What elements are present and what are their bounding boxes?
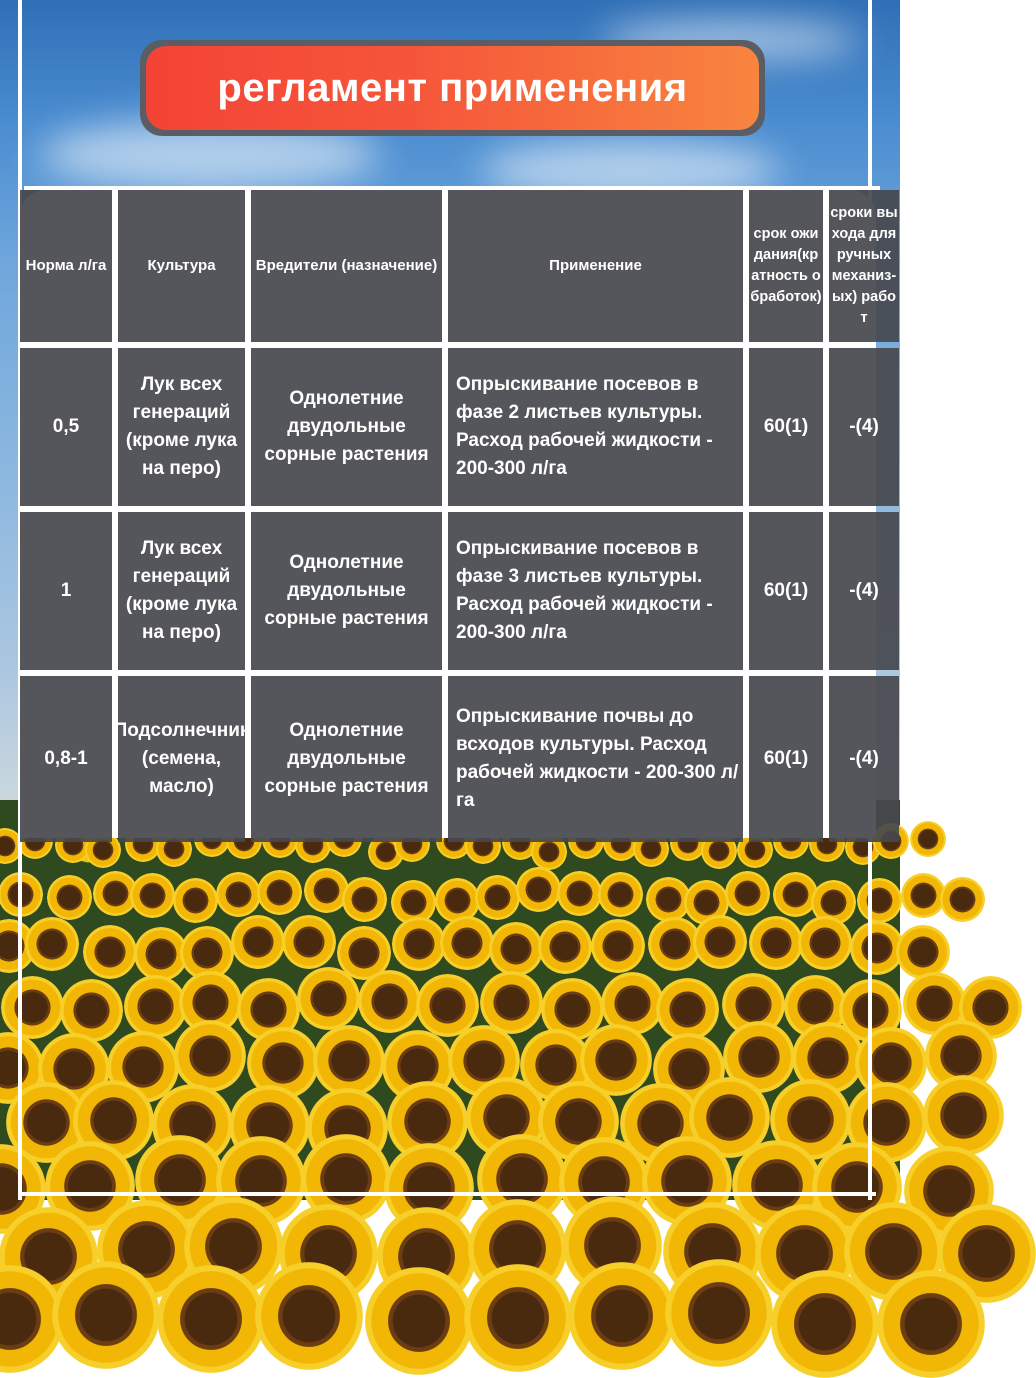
- sunflower: [538, 920, 592, 974]
- sunflower: [257, 870, 302, 915]
- sunflower: [365, 1267, 473, 1375]
- sunflower: [798, 916, 852, 970]
- sunflower: [516, 867, 561, 912]
- header-norm: Норма л/га: [20, 190, 112, 342]
- header-exit-period: сроки выхода для ручных механиз-ых) работ: [829, 190, 899, 342]
- sunflower: [598, 872, 643, 917]
- sunflower: [83, 925, 137, 979]
- sunflower: [52, 1261, 160, 1369]
- sunflower: [771, 1270, 879, 1378]
- regulation-table: [20, 190, 898, 838]
- sunflower: [358, 970, 421, 1033]
- row1-norm: 0,5: [20, 348, 112, 506]
- sunflower: [749, 916, 803, 970]
- sunflower: [134, 927, 188, 981]
- sunflower: [877, 1270, 985, 1378]
- sunflower: [440, 916, 494, 970]
- sunflower: [693, 915, 747, 969]
- sunflower: [255, 1262, 363, 1370]
- row3-culture: Подсолнечник (семена, масло): [118, 676, 245, 842]
- row3-exit: -(4): [829, 676, 899, 842]
- sunflower: [940, 877, 985, 922]
- sunflower: [173, 878, 218, 923]
- sunflower: [313, 1025, 385, 1097]
- header-pests: Вредители (назначение): [251, 190, 442, 342]
- row3-waiting: 60(1): [749, 676, 823, 842]
- sunflower: [725, 871, 770, 916]
- sunflower: [124, 975, 187, 1038]
- sunflower: [464, 1264, 572, 1372]
- header-application: Применение: [448, 190, 743, 342]
- sunflower: [282, 915, 336, 969]
- row1-exit: -(4): [829, 348, 899, 506]
- header-culture: Культура: [118, 190, 245, 342]
- row3-pests: Однолетние двудольные сорные растения: [251, 676, 442, 842]
- row3-norm: 0,8-1: [20, 676, 112, 842]
- page-title: регламент применения: [146, 46, 759, 130]
- sunflower: [489, 922, 543, 976]
- row2-exit: -(4): [829, 512, 899, 670]
- sunflower: [923, 1075, 1004, 1156]
- row2-pests: Однолетние двудольные сорные растения: [251, 512, 442, 670]
- frame-line-bottom: [18, 1192, 876, 1196]
- sunflower: [591, 919, 645, 973]
- sunflower: [297, 967, 360, 1030]
- row2-application: Опрыскивание посевов в фазе 3 листьев культуры. Расход рабочей жидкости - 200-300 л/га: [448, 512, 743, 670]
- row3-application: Опрыскивание почвы до всходов культуры. Расход рабочей жидкости - 200-300 л/га: [448, 676, 743, 842]
- row2-culture: Лук всех генераций (кроме лука на перо): [118, 512, 245, 670]
- sunflower: [392, 917, 446, 971]
- row2-norm: 1: [20, 512, 112, 670]
- row1-application: Опрыскивание посевов в фазе 2 листьев культуры. Расход рабочей жидкости - 200-300 л/га: [448, 348, 743, 506]
- sunflower: [910, 821, 946, 857]
- sunflower: [25, 917, 79, 971]
- sunflower: [568, 1262, 676, 1370]
- row1-culture: Лук всех генераций (кроме лука на перо): [118, 348, 245, 506]
- sunflower: [157, 1265, 265, 1373]
- row1-waiting: 60(1): [749, 348, 823, 506]
- row1-pests: Однолетние двудольные сорные растения: [251, 348, 442, 506]
- sunflower: [174, 1020, 246, 1092]
- sunflower: [896, 925, 950, 979]
- sunflower: [557, 871, 602, 916]
- sunflower: [665, 1259, 773, 1367]
- header-waiting-period: срок ожидания(кратность обработок): [749, 190, 823, 342]
- row2-waiting: 60(1): [749, 512, 823, 670]
